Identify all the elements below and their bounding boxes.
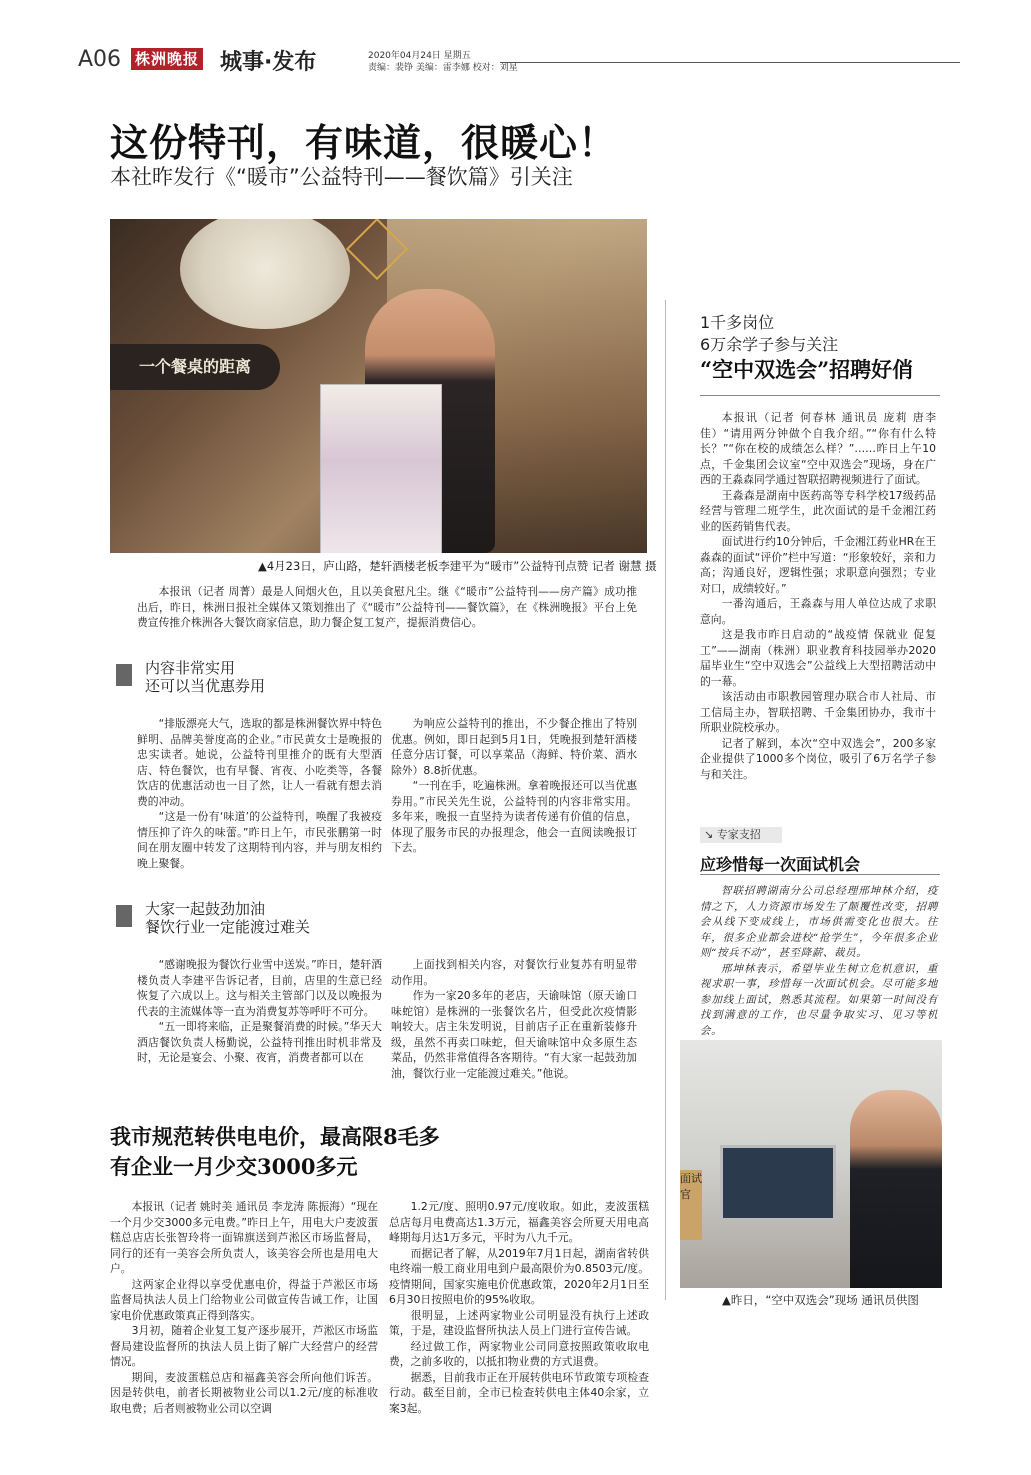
paragraph: 据悉，目前我市正在开展转供电环节政策专项检查行动。截至目前，全市已检查转供电主体40余家，立案3起。: [389, 1370, 649, 1415]
interviewer-sign: 面试官: [680, 1170, 702, 1240]
section-subhead-2a: 大家一起鼓劲加油: [145, 900, 266, 918]
paragraph: 作为一家20多年的老店，天谕味馆（原天谕口味蛇馆）是株洲的一张餐饮名片，但受此次疫情影响较大。店主朱发明说，目前店子正在重新装修升级，虽然不再卖口味蛇，但天谕味馆中众多原生态菜品，仍然非常值得各客期待。“有大家一起鼓劲加油，餐饮行业一定能渡过难关。”他说。: [391, 989, 637, 1080]
paragraph: 本报讯（记者 姚时美 通讯员 李龙涛 陈振海）“现在一个月少交3000多元电费。”昨日上午，用电大户麦波蛋糕总店店长张智玲将一面锦旗送到芦淞区市场监督局，同行的还有一美容会所负责人，该美容会所也是用电大户。: [110, 1200, 378, 1275]
paragraph: 智联招聘湖南分公司总经理邢坤林介绍，疫情之下，人力资源市场发生了颠覆性改变，招聘会从线下变成线上，市场供需变化也很大。往年，很多企业都会进校“抢学生”，今年很多企业则“按兵不动”，甚至降薪、裁员。: [700, 885, 938, 959]
lead-intro: [137, 584, 637, 631]
recruit-kicker-2: 6万余学子参与关注: [700, 335, 839, 354]
paragraph: 这两家企业得以享受优惠电价，得益于芦淞区市场监督局执法人员上门给物业公司做宣传告诫工作，让国家电价优惠政策真正得到落实。: [110, 1277, 378, 1322]
lead-headline: 这份特刊，有味道，很暖心！: [110, 121, 618, 165]
section-subhead-1a: 内容非常实用: [145, 659, 236, 677]
power-subheadline: 有企业一月少交3000多元: [110, 1154, 358, 1179]
page-number: A06: [78, 47, 122, 72]
special-issue-newspaper: [320, 384, 442, 553]
decor-lamp-ball: [180, 219, 350, 329]
expert-tip-tag: [700, 827, 782, 843]
lead-photo: [110, 219, 647, 553]
paragraph: 为响应公益特刊的推出，不少餐企推出了特别优惠。例如，即日起到5月1日，凭晚报到楚轩酒楼任意分店订餐，可以享菜品（海鲜、特价菜、酒水除外）8.8折优惠。: [391, 717, 637, 777]
paragraph: “五一即将来临，正是聚餐消费的时候。”华天大酒店餐饮负责人杨勤说，公益特刊推出时机非常及时，无论是宴会、小聚、夜宵，消费者都可以在: [137, 1020, 382, 1064]
newspaper-logo: 株洲晚报: [131, 48, 203, 70]
laptop-screen: [720, 1145, 836, 1221]
masthead-rule: [500, 62, 960, 63]
paragraph: 3月初，随着企业复工复产逐步展开，芦淞区市场监督局建设监督所的执法人员上街了解广大经营户的经营情况。: [110, 1324, 378, 1368]
lead-column-2: [391, 716, 637, 856]
paragraph: 邢坤林表示，希望毕业生树立危机意识，重视求职一事，珍惜每一次面试机会。尽可能多地参加线上面试，熟悉其流程。如果第一时间没有找到满意的工作，也尽量争取实习、见习等机会。: [700, 962, 938, 1037]
section-subhead-1b: 还可以当优惠券用: [145, 677, 266, 695]
section-title: 城事·发布: [220, 50, 317, 75]
intro-paragraph: 本报讯（记者 周菁）最是人间烟火色，且以美食慰凡尘。继《“暖市”公益特刊——房产篇》成功推出后，昨日，株洲日报社全媒体又策划推出了《“暖市”公益特刊——餐饮篇》，在《株洲晚报》平台上免费宣传推介株洲各大餐饮商家信息，助力餐企复工复产，提振消费信心。: [137, 585, 637, 629]
recruit-rule: [700, 395, 940, 396]
power-column-2: [389, 1199, 649, 1416]
lead-subhead: 本社昨发行《“暖市”公益特刊——餐饮篇》引关注: [110, 165, 573, 189]
paragraph: 王淼森是湖南中医药高等专科学校17级药品经营与管理二班学生，此次面试的是千金湘江药业的医药销售代表。: [700, 488, 936, 533]
lead-column-1: [137, 716, 382, 871]
subhead-marker: [116, 905, 132, 927]
subhead-marker: [116, 664, 132, 686]
expert-tip-body: [700, 884, 938, 1039]
paragraph: “感谢晚报为餐饮行业雪中送炭。”昨日，楚轩酒楼负责人李建平告诉记者，目前，店里的生意已经恢复了六成以上。这与相关主管部门以及以晚报为代表的主流媒体等一直为消费复苏等呼吁不可分。: [137, 958, 382, 1018]
column-divider: [665, 300, 666, 1300]
recruit-kicker-1: 1千多岗位: [700, 313, 775, 332]
recruit-body: [700, 410, 936, 782]
paragraph: 记者了解到，本次“空中双选会”，200多家企业提供了1000多个岗位，吸引了6万名学子参与和关注。: [700, 736, 936, 781]
photo-interviewer: [850, 1090, 942, 1288]
paragraph: 面试进行约10分钟后，千金湘江药业HR在王淼森的面试“评价”栏中写道：“形象较好，亲和力高；沟通良好，逻辑性强；求职意向强烈；专业对口，成绩较好。”: [700, 535, 936, 595]
recruit-photo-caption: ▲昨日，“空中双选会”现场 通讯员供图: [722, 1293, 919, 1307]
recruit-photo: [680, 1040, 942, 1288]
lead-column-3: [137, 957, 382, 1066]
paragraph: 经过做工作，两家物业公司同意按照政策收取电费，之前多收的，以抵扣物业费的方式退费。: [389, 1339, 649, 1368]
paragraph: 而据记者了解，从2019年7月1日起，湖南省转供电终端一般工商业用电到户最高限价为0.8503元/度。疫情期间，国家实施电价优惠政策，2020年2月1日至6月30日按照电价的95%收取。: [389, 1246, 649, 1306]
paragraph: 上面找到相关内容，对餐饮行业复苏有明显带动作用。: [391, 958, 637, 987]
paragraph: 1.2元/度、照明0.97元/度收取。如此，麦波蛋糕总店每月电费高达1.3万元，福鑫美容会所夏天用电高峰期每月达1万多元，平时为八九千元。: [389, 1200, 649, 1244]
paragraph: “排版漂亮大气，选取的都是株洲餐饮界中特色鲜明、品牌美誉度高的企业。”市民黄女士是晚报的忠实读者。她说，公益特刊里推介的既有大型酒店、特色餐饮，也有早餐、宵夜、小吃类等，各餐饮店的优惠活动也一目了然，让人一看就有想去消费的冲动。: [137, 717, 382, 808]
lead-column-4: [391, 957, 637, 1081]
paragraph: 期间，麦波蛋糕总店和福鑫美容会所向他们诉苦。因是转供电，前者长期被物业公司以1.2元/度的标准收取电费；后者则被物业公司以空调: [110, 1370, 378, 1415]
lead-photo-caption: ▲4月23日，庐山路，楚轩酒楼老板李建平为“暖市”公益特刊点赞 记者 谢慧 摄: [258, 559, 657, 573]
power-headline: 我市规范转供电电价，最高限8毛多: [110, 1124, 440, 1149]
restaurant-sign: 一个餐桌的距离: [110, 344, 280, 390]
paragraph: “这是一份有‘味道’的公益特刊，唤醒了我被疫情压抑了许久的味蕾。”昨日上午，市民张鹏第一时间在朋友圈中转发了这期特刊内容，并与朋友相约晚上聚餐。: [137, 810, 382, 870]
arrow-icon: ↘: [704, 828, 717, 841]
section-subhead-2b: 餐饮行业一定能渡过难关: [145, 918, 311, 936]
paragraph: 这是我市昨日启动的“战疫情 保就业 促复工”——湖南（株洲）职业教育科技园举办2020届毕业生“空中双选会”公益线上大型招聘活动中的一幕。: [700, 628, 936, 688]
paragraph: 本报讯（记者 何春林 通讯员 庞莉 唐李佳）“请用两分钟做个自我介绍。”“你有什么特长？”“你在校的成绩怎么样？”……昨日上午10点，千金集团会议室“空中双选会”现场，身在广西的王淼森同学通过智联招聘视频进行了面试。: [700, 411, 936, 486]
editor-credits: 责编：裴铮 美编：雷李娜 校对：刘星: [368, 63, 518, 73]
expert-rule: [700, 874, 940, 875]
paragraph: 很明显，上述两家物业公司明显没有执行上述政策，于是，建设监督所执法人员上门进行宣传告诫。: [389, 1308, 649, 1337]
paragraph: 一番沟通后，王淼森与用人单位达成了求职意向。: [700, 597, 936, 626]
recruit-headline: “空中双选会”招聘好俏: [700, 357, 914, 382]
expert-tag-label: 专家支招: [716, 828, 761, 841]
paragraph: 该活动由市职教园管理办联合市人社局、市工信局主办，智联招聘、千金集团协办，我市十所职业院校承办。: [700, 690, 936, 734]
power-column-1: [110, 1199, 378, 1416]
issue-date: 2020年04月24日 星期五: [368, 51, 471, 61]
paragraph: “一刊在手，吃遍株洲。拿着晚报还可以当优惠券用。”市民关先生说，公益特刊的内容非常实用。多年来，晚报一直坚持为读者传递有价值的信息，体现了服务市民的办报理念，他会一直阅读晚报订下去。: [391, 779, 637, 854]
expert-tip-title: 应珍惜每一次面试机会: [700, 855, 861, 874]
